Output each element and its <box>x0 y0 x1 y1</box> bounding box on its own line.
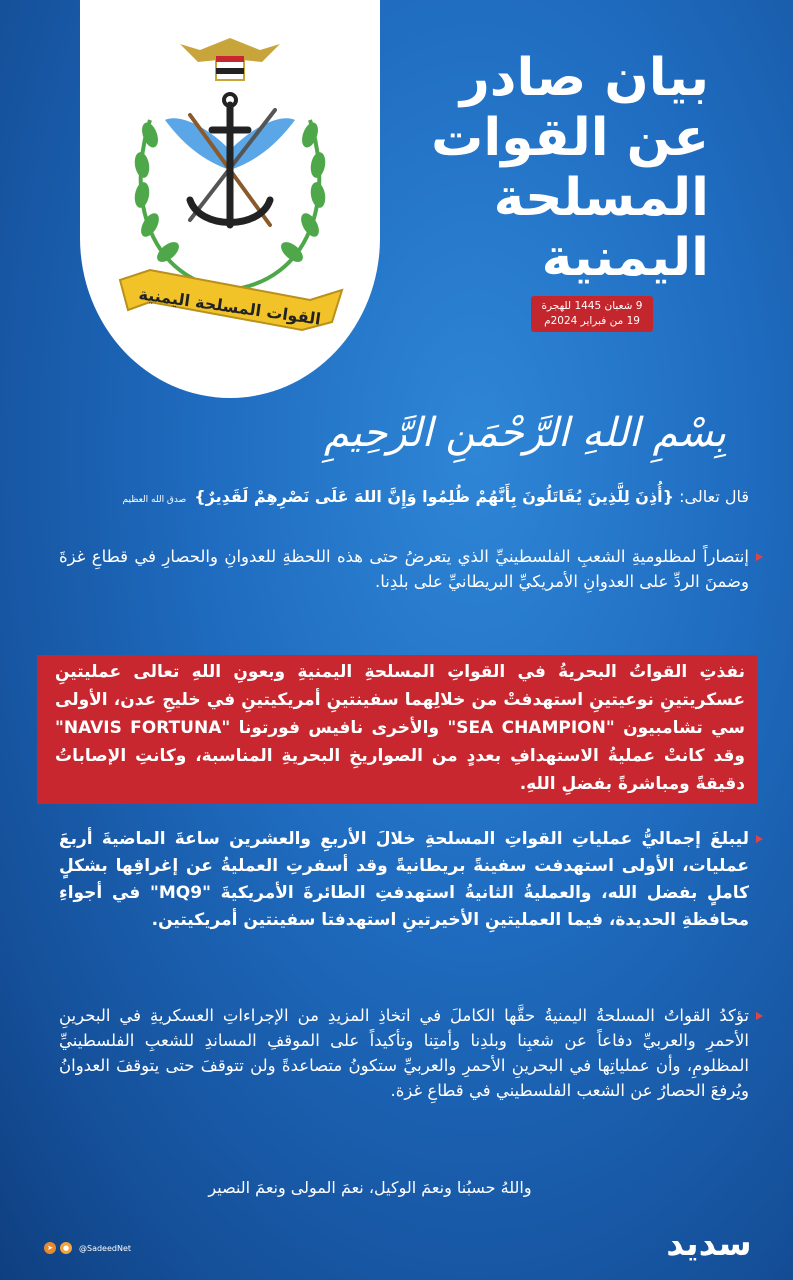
date-gregorian: 19 من فبراير 2024م <box>544 315 640 327</box>
basmala: بِسْمِ اللهِ الرَّحْمَنِ الرَّحِيمِ <box>323 410 727 456</box>
paragraph-affirmation <box>59 1003 749 1103</box>
bullet-icon <box>756 553 763 561</box>
bullet-icon <box>756 1012 763 1020</box>
paragraph-text: تؤكدُ القواتُ المسلحةُ اليمنيةُ حقَّها الكاملَ في اتخاذِ المزيدِ من الإجراءاتِ العسكريةِ في البحرينِ الأحمرِ والعربيِّ دفاعاً عن شعبِنا وبلدِنا وأمتِنا وتأكيداً على الموقفِ المساندِ للشعبِ الفلسطينيِّ المظلومِ، وأن عملياتِها في البحرينِ الأحمرِ والعربيِّ ستكونُ متصاعدةً ولن تتوقفَ حتى يتوقفَ العدوانُ ويُرفعَ الحصارُ عن الشعب الفلسطيني في قطاعِ غزة. <box>59 1006 749 1100</box>
verse-text: {أُذِنَ لِلَّذِينَ يُقَاتَلُونَ بِأَنَّهُمْ ظُلِمُوا وَإِنَّ اللهَ عَلَى نَصْرِهِمْ لَقَدِيرٌ} <box>194 487 675 506</box>
date-hijri: 9 شعبان 1445 للهجرة <box>541 300 643 312</box>
quran-verse <box>29 485 749 512</box>
highlight-text: نفذتِ القواتُ البحريةُ في القواتِ المسلحةِ اليمنيةِ وبعونِ اللهِ تعالى عمليتينِ عسكريتينِ نوعيتينِ استهدفتْ من خلالِهما سفينتينِ أمريكيتينِ في خليجِ عدن، الأولى سي تشامبيون "SEA CHAMPION" والأخرى نافيس فورتونا "NAVIS FORTUNA" وقد كانتْ عمليةُ الاستهدافِ بعددٍ من الصواريخِ البحريةِ المناسبة، وكانتِ الإصاباتُ دقيقةً ومباشرةً بفضلِ اللهِ. <box>55 662 745 794</box>
paragraph-text: ليبلغَ إجماليُّ عملياتِ القواتِ المسلحةِ خلالَ الأربعِ والعشرين ساعةَ الماضيةَ أربعَ عمليات، الأولى استهدفت سفينةً بريطانيةً وقد أسفرتِ العمليةُ عن إغراقِها بشكلٍ كاملٍ بفضل الله، والعمليةُ الثانيةُ استهدفتِ الطائرةَ الأمريكيةَ "MQ9" في أجواءِ محافظةِ الحديدة، فيما العمليتينِ الأخيرتينِ استهدفتا سفينتين أمريكيتين. <box>59 829 750 930</box>
social-footer <box>44 1240 131 1256</box>
headline-line-3: المسلحة <box>493 168 709 228</box>
paragraph-total-operations <box>59 826 749 934</box>
social-handle[interactable]: @SadeedNet <box>79 1243 132 1253</box>
paragraph-text: إنتصاراً لمظلوميةِ الشعبِ الفلسطينيِّ الذي يتعرضُ حتى هذه اللحظةِ للعدوانِ والحصارِ في قطاعِ غزةَ وضمنَ الردِّ على العدوانِ الأمريكيِّ البريطانيِّ على بلدِنا. <box>59 547 749 591</box>
headline-line-2: عن القوات <box>431 108 709 168</box>
statement-headline <box>409 48 709 288</box>
emblem-panel <box>80 0 380 398</box>
banner-ribbon <box>120 270 342 330</box>
telegram-icon[interactable]: ➤ <box>44 1242 56 1254</box>
brand-logo: سديد <box>666 1224 752 1264</box>
eagle-icon <box>180 38 280 80</box>
paragraph-solidarity <box>59 544 749 594</box>
armed-forces-emblem <box>80 0 380 398</box>
date-badge <box>531 296 653 332</box>
verse-signature: صدق الله العظيم <box>122 495 187 505</box>
bullet-icon <box>756 835 763 843</box>
headline-line-1: بيان صادر <box>459 48 709 108</box>
headline-line-4: اليمنية <box>541 228 709 288</box>
twitter-icon[interactable]: ● <box>60 1242 72 1254</box>
banner-text: القوات المسلحة اليمنية <box>137 284 322 329</box>
verse-intro: قال تعالى: <box>674 487 749 506</box>
closing-line: واللهُ حسبُنا ونعمَ الوكيل، نعمَ المولى ونعمَ النصير <box>208 1178 532 1197</box>
